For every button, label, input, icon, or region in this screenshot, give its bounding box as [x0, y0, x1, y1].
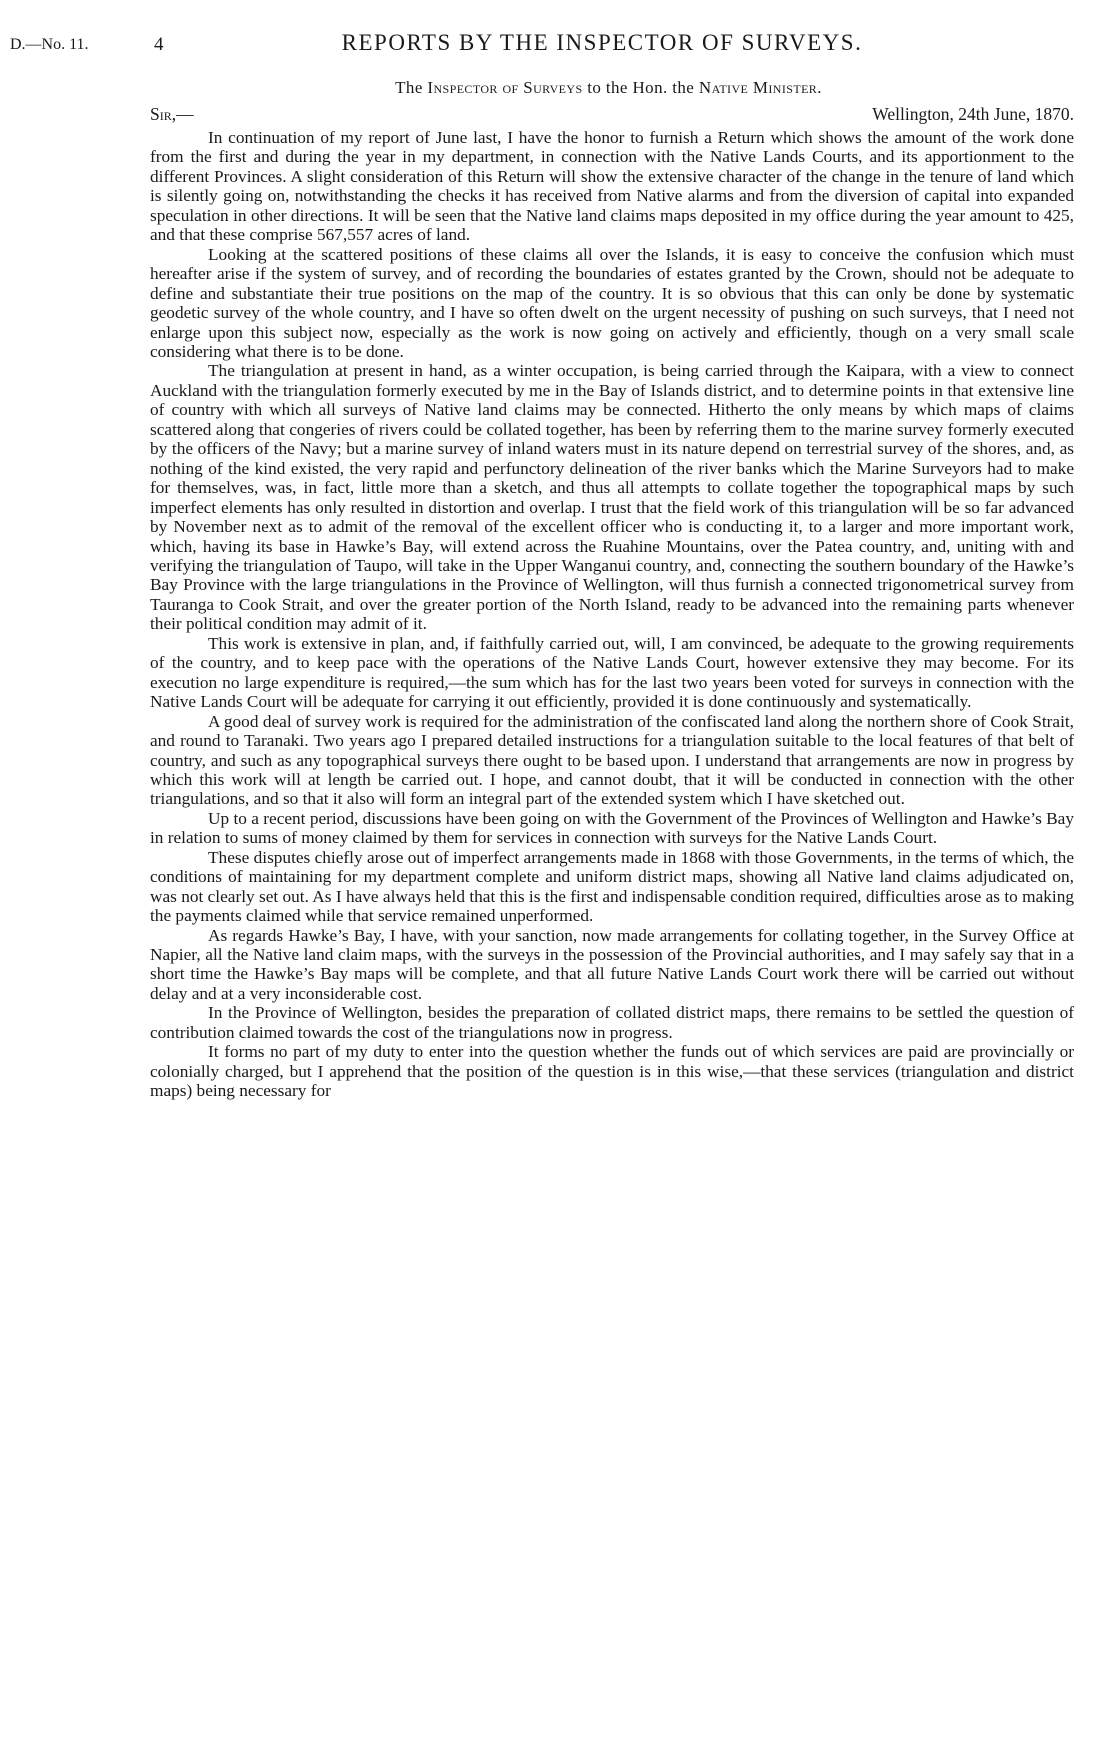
letter-heading-middle: to the Hon. the: [582, 78, 699, 97]
paragraph: These disputes chiefly arose out of imperfect arrangements made in 1868 with those Governments, in the terms of which, the conditions of maintaining for my department complete and uniform district maps, showing all Native land claims adjudicated on, was not clearly set out. As I have always held that this is the first and indispensable condition required, difficulties arose as to making the payments claimed while that service remained unperformed.: [150, 847, 1074, 926]
paragraph: As regards Hawke’s Bay, I have, with your sanction, now made arrangements for collating together, in the Survey Office at Napier, all the Native land claim maps, with the surveys in the possession of the Provincial authorities, and I may safely say that in a short time the Hawke’s Bay maps will be complete, and that all future Native Lands Court work there will be carried out without delay and at a very inconsiderable cost.: [150, 925, 1074, 1003]
paragraph: Up to a recent period, discussions have been going on with the Government of the Provinces of Wellington and Hawke’s Bay in relation to sums of money claimed by them for services in connection with surveys for the Native Lands Court.: [150, 808, 1074, 848]
paragraph: Looking at the scattered positions of these claims all over the Islands, it is easy to conceive the confusion which must hereafter arise if the system of survey, and of recording the boundaries of estates granted by the Crown, should not be adequate to define and substantiate their true positions on the map of the country. It is so obvious that this can only be done by systematic geodetic survey of the whole country, and I have so often dwelt on the urgent necessity of pushing on such surveys, that I need not enlarge upon this subject now, especially as the work is now going on actively and efficiently, though on a very small scale considering what there is to be done.: [150, 244, 1074, 361]
paragraph: In the Province of Wellington, besides the preparation of collated district maps, there remains to be settled the question of contribution claimed towards the cost of the triangulations now in progress.: [150, 1003, 1074, 1042]
letter-heading-from: Inspector of Surveys: [427, 78, 583, 97]
salutation: Sir,—: [150, 104, 194, 124]
running-header: [10, 30, 1089, 64]
letter-heading-prefix: The: [395, 78, 428, 97]
paragraph: This work is extensive in plan, and, if faithfully carried out, will, I am convinced, be adequate to the growing requirements of the country, and to keep pace with the operations of the Native Lands Court, however extensive they may become. For its execution no large expenditure is required,—the sum which has for the last two years been voted for surveys in connection with the Native Lands Court will be adequate for carrying it out efficiently, provided it is done continuously and systematically.: [150, 633, 1074, 712]
letter-body: [150, 128, 1074, 1101]
paragraph: A good deal of survey work is required for the administration of the confiscated land along the northern shore of Cook Strait, and round to Taranaki. Two years ago I prepared detailed instructions for a triangulation suitable to the local features of that belt of country, and such as any topographical surveys there ought to be based upon. I understand that arrangements are now in progress by which this work will at length be carried out. I hope, and cannot doubt, that it will be conducted in connection with the other triangulations, and so that it also will form an integral part of the extended system which I have sketched out.: [150, 711, 1074, 809]
dateline: Wellington, 24th June, 1870.: [872, 104, 1074, 124]
document-reference: D.—No. 11.: [10, 36, 89, 53]
letter-heading-to: Native Minister: [698, 78, 818, 97]
letter-heading: [10, 78, 1089, 98]
salutation-row: [150, 104, 1089, 128]
letter-heading-suffix: .: [817, 78, 822, 97]
page-number: 4: [154, 34, 164, 55]
paragraph: It forms no part of my duty to enter into the question whether the funds out of which services are paid are provincially or colonially charged, but I apprehend that the position of the question is in this wise,—that these services (triangulation and district maps) being necessary for: [150, 1042, 1074, 1101]
page-title: REPORTS BY THE INSPECTOR OF SURVEYS.: [341, 30, 863, 55]
paragraph: The triangulation at present in hand, as a winter occupation, is being carried through the Kaipara, with a view to connect Auckland with the triangulation formerly executed by me in the Bay of Islands district, and to determine points in that extensive line of country with which all surveys of Native land claims may be connected. Hitherto the only means by which maps of claims scattered along that congeries of rivers could be collated together, has been by referring them to the marine survey formerly executed by the officers of the Navy; but a marine survey of inland waters must in its nature depend on terrestrial survey of the shores, and, as nothing of the kind existed, the very rapid and perfunctory delineation of the river banks which the Marine Surveyors had to make for themselves, was, in fact, little more than a sketch, and thus all attempts to collate together the topographical maps by such imperfect elements has only resulted in distortion and overlap. I trust that the field work of this triangulation will be so far advanced by November next as to admit of the removal of the excellent officer who is conducting it, to a larger and more important work, which, having its base in Hawke’s Bay, will extend across the Ruahine Mountains, over the Patea country, and, uniting with and verifying the triangulation of Taupo, will take in the Upper Wanganui country, and, connecting the southern boundary of the Hawke’s Bay Province with the large triangulations in the Province of Wellington, will thus furnish a connected trigonometrical survey from Tauranga to Cook Strait, and over the greater portion of the North Island, ready to be advanced into the remaining parts whenever their political condition may admit of it.: [150, 361, 1074, 634]
paragraph: In continuation of my report of June last, I have the honor to furnish a Return which shows the amount of the work done from the first and during the year in my department, in connection with the Native Lands Courts, and its apportionment to the different Provinces. A slight consideration of this Return will show the extensive character of the change in the tenure of land which is silently going on, notwithstanding the checks it has received from Native alarms and from the diversion of capital into expanded speculation in other directions. It will be seen that the Native land claims maps deposited in my office during the year amount to 425, and that these comprise 567,557 acres of land.: [150, 128, 1074, 245]
